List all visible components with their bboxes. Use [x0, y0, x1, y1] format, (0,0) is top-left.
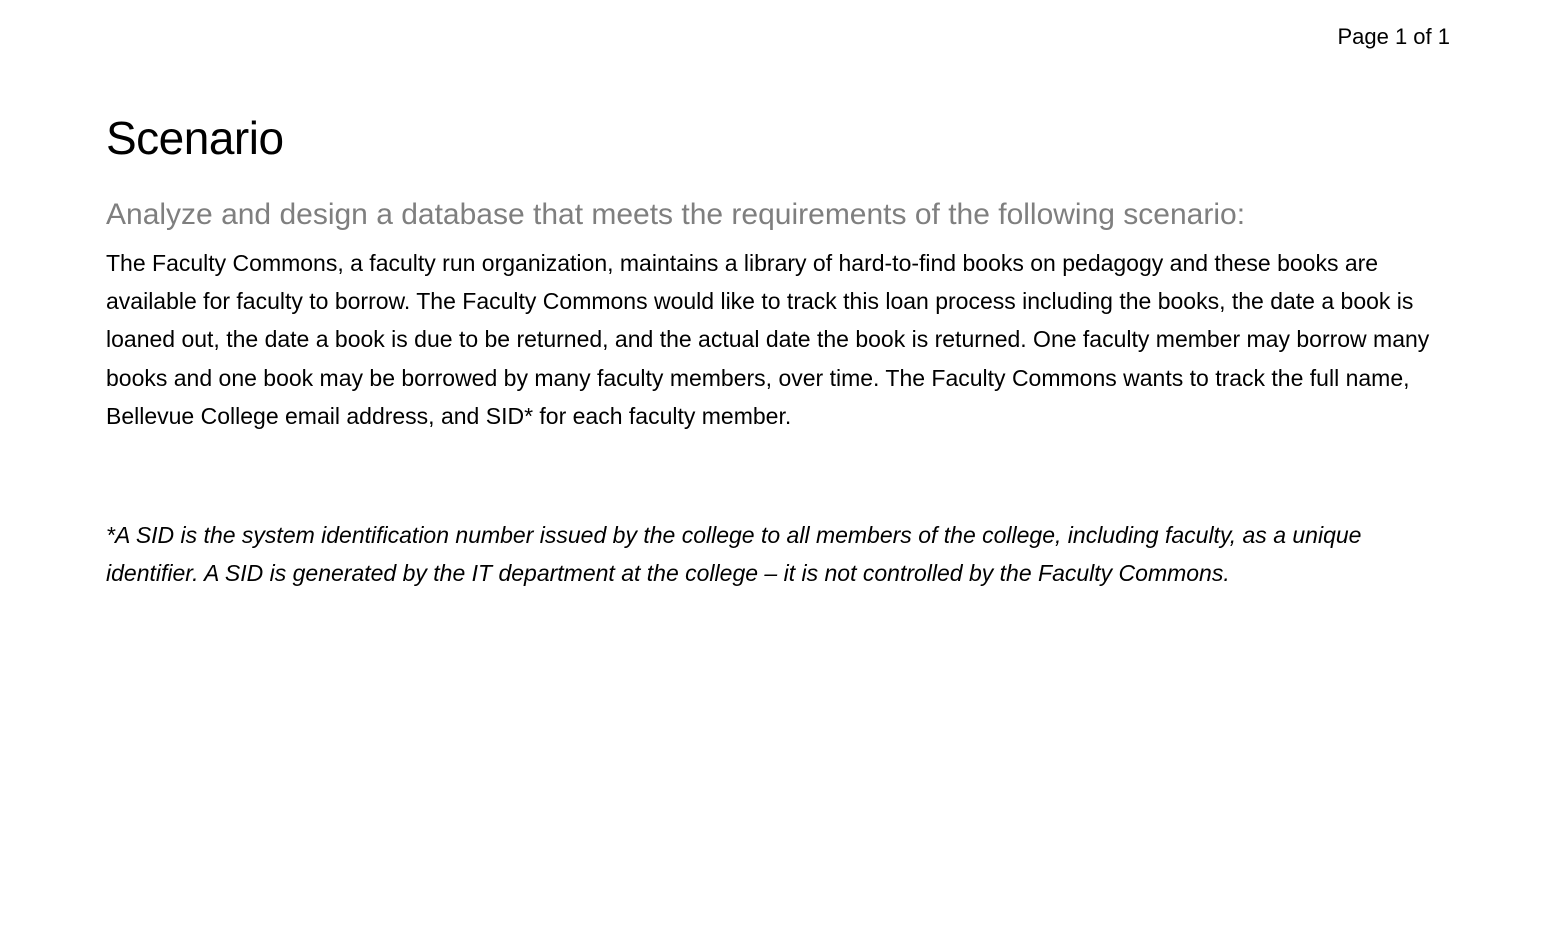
document-subtitle: Analyze and design a database that meets the requirements of the following scenario: [106, 198, 1246, 231]
page-number: Page 1 of 1 [1337, 24, 1450, 49]
scenario-paragraph: The Faculty Commons, a faculty run organization, maintains a library of hard-to-find books on pedagogy and these books are available for faculty to borrow. The Faculty Commons would like to track this loan process including the books, the date a book is loaned out, the date a book is due to be returned, and the actual date the book is returned. One faculty member may borrow many books and one book may be borrowed by many faculty members, over time. The Faculty Commons wants to track the full name, Bellevue College email address, and SID* for each faculty member. [106, 250, 1430, 429]
document-title: Scenario [106, 112, 284, 164]
sid-footnote: *A SID is the system identification number issued by the college to all members of the college, including faculty, as a unique identifier. A SID is generated by the IT department at the college – it is not controlled by the Faculty Commons. [106, 522, 1362, 587]
document-content [106, 108, 1456, 592]
